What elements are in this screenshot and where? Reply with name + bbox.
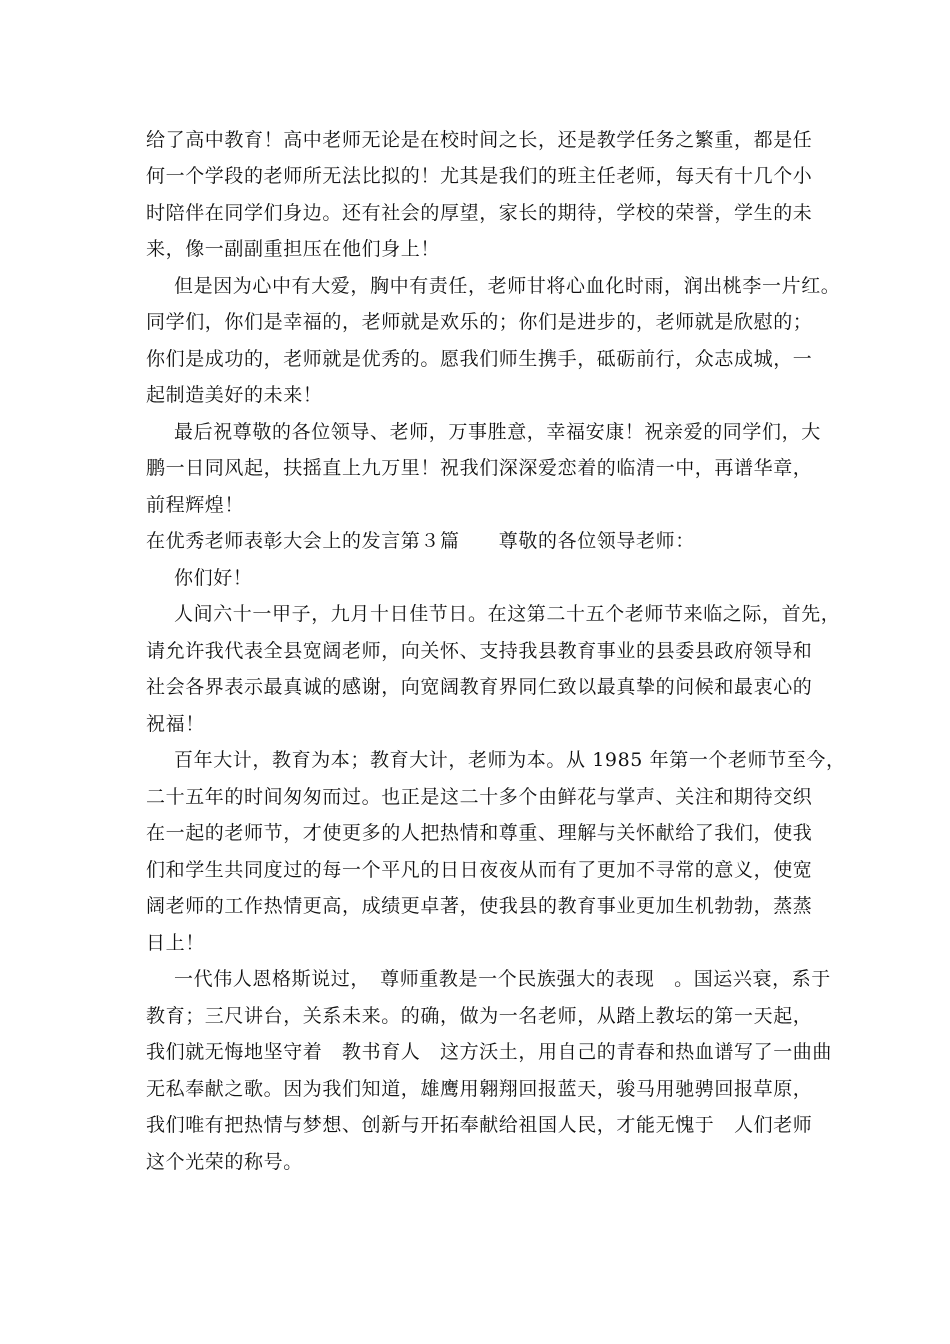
text-line: 日上！ <box>146 932 205 954</box>
text-line: 祝福！ <box>146 713 205 735</box>
text-line: 们和学生共同度过的每一个平凡的日日夜夜从而有了更加不寻常的意义，使宽 <box>146 859 813 881</box>
paragraph-first-line: 人间六十一甲子，九月十日佳节日。在这第二十五个老师节来临之际，首先， <box>174 603 841 625</box>
greeting: 你们好！ <box>174 567 253 589</box>
text-line: 鹏一日同风起，扶摇直上九万里！祝我们深深爱恋着的临清一中，再谱华章， <box>146 457 813 479</box>
text-line: 同学们，你们是幸福的，老师就是欢乐的；你们是进步的，老师就是欣慰的； <box>146 311 813 333</box>
text-line: 时陪伴在同学们身边。还有社会的厚望，家长的期待，学校的荣誉，学生的未 <box>146 202 813 224</box>
text-line: 何一个学段的老师所无法比拟的！尤其是我们的班主任老师，每天有十几个小 <box>146 165 813 187</box>
text-line: 阔老师的工作热情更高，成绩更卓著，使我县的教育事业更加生机勃勃，蒸蒸 <box>146 895 813 917</box>
text-line: 你们是成功的，老师就是优秀的。愿我们师生携手，砥砺前行，众志成城，一 <box>146 348 813 370</box>
text-line: 请允许我代表全县宽阔老师，向关怀、支持我县教育事业的县委县政府领导和 <box>146 640 813 662</box>
text-line: 二十五年的时间匆匆而过。也正是这二十多个由鲜花与掌声、关注和期待交织 <box>146 786 813 808</box>
text-line: 我们就无悔地坚守着 教书育人 这方沃土，用自己的青春和热血谱写了一曲曲 <box>146 1041 833 1063</box>
text-line: 教育；三尺讲台，关系未来。的确，做为一名老师，从踏上教坛的第一天起， <box>146 1005 813 1027</box>
text-line: 起制造美好的未来！ <box>146 384 323 406</box>
section-title: 在优秀老师表彰大会上的发言第３篇 尊敬的各位领导老师： <box>146 530 695 552</box>
text-line: 给了高中教育！高中老师无论是在校时间之长，还是教学任务之繁重，都是任 <box>146 129 813 151</box>
paragraph-first-line: 最后祝尊敬的各位领导、老师，万事胜意，幸福安康！祝亲爱的同学们，大 <box>174 421 821 443</box>
text-line: 社会各界表示最真诚的感谢，向宽阔教育界同仁致以最真挚的问候和最衷心的 <box>146 676 813 698</box>
text-line: 前程辉煌！ <box>146 494 245 516</box>
text-line: 在一起的老师节，才使更多的人把热情和尊重、理解与关怀献给了我们，使我 <box>146 822 813 844</box>
text-line: 来，像一副副重担压在他们身上！ <box>146 238 441 260</box>
paragraph-first-line: 一代伟人恩格斯说过， 尊师重教是一个民族强大的表现 。国运兴衰，系于 <box>174 968 831 990</box>
text-line: 这个光荣的称号。 <box>146 1151 303 1173</box>
text-line: 我们唯有把热情与梦想、创新与开拓奉献给祖国人民，才能无愧于 人们老师 <box>146 1114 813 1136</box>
paragraph-first-line: 百年大计，教育为本；教育大计，老师为本。从 1985 年第一个老师节至今， <box>174 749 846 771</box>
paragraph-first-line: 但是因为心中有大爱，胸中有责任，老师甘将心血化时雨，润出桃李一片红。 <box>174 275 841 297</box>
text-line: 无私奉献之歌。因为我们知道，雄鹰用翱翔回报蓝天，骏马用驰骋回报草原， <box>146 1078 813 1100</box>
